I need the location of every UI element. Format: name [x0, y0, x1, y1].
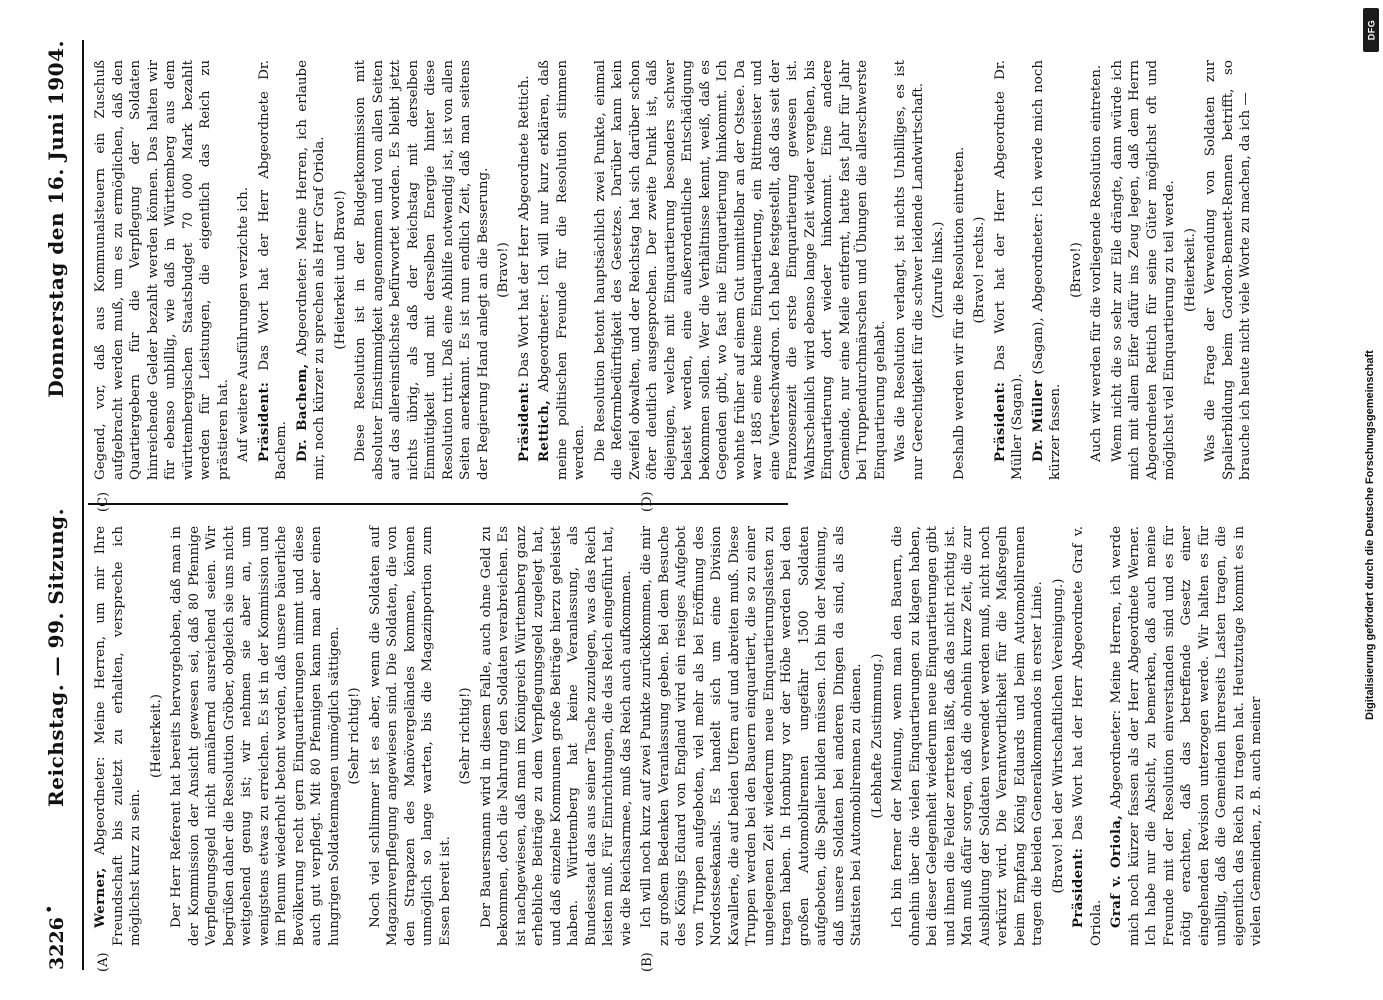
dfg-strip — [1360, 0, 1383, 1000]
speaker-name: Präsident: — [1070, 847, 1086, 928]
paragraph-text: (Sagan), Abgeordneter: Ich werde mich noch kürzer fassen. — [1030, 60, 1063, 480]
paragraph — [638, 526, 866, 946]
margin-mark-c: (C) — [96, 491, 111, 512]
paragraph — [892, 60, 927, 480]
paragraph-text: Das Wort hat der Herr Abgeordnete Dr. Bachem. — [256, 60, 289, 480]
interjection: (Heiterkeit.) — [148, 694, 164, 778]
paragraph-text: Ich will noch kurz auf zwei Punkte zurückkommen, die mir zu großem Bedenken Veranlassung geben. Bei dem Besuche des Königs Eduard von England wird ein riesiges Aufgebot von Truppen aufgeboten, viel mehr als bei Eröffnung des Nordostseekanals. Es handelt sich um eine Division Kavallerie, die auf beiden Ufern auf und abreiten muß. Diese Truppen werden bei den Bauern einquartiert, die so zu einer ungelegenen Zeit wiederum neue Einquartierungslasten zu tragen haben. In Homburg vor der Höhe werden bei den großen Automobilrennen ungefähr 1500 Soldaten aufgeboten, die Spalier bilden müssen. Ich bin der Meinung, daß unsere Soldaten bei anderen Dingen da sind, als als Statisten bei Automobilrennen zu dienen. — [639, 526, 864, 946]
paragraph-text: Das Wort hat der Herr Abgeordnete Graf v. Oriola. — [1071, 526, 1104, 946]
margin-mark-a: (A) — [96, 952, 111, 972]
paragraph — [889, 526, 1047, 946]
paragraph-text: Der Herr Referent hat bereits hervorgehoben, daß man in der Kommission der Ansicht gewesen sei, daß 80 Pfennige Verpflegungsgeld nicht annähernd ausreichend seien. Wir begrüßen daher die Resolution Gröber, obgleich sie uns nicht weitgehend genug ist; wir nehmen sie aber an, um wenigstens etwas zu erreichen. Es ist in der Kommission und im Plenum wiederholt betont worden, daß unsere bäuerliche Bevölkerung recht gern Einquartierungen nimmt und diese auch gut verpflegt. Mit 80 Pfennigen kann man aber einen hungrigen Soldatenmagen unmöglich sättigen. — [169, 526, 342, 946]
paragraph — [235, 60, 253, 480]
column-divider — [88, 503, 788, 505]
page-header — [44, 40, 78, 970]
paragraph-text: Wenn nicht die so sehr zur Eile drängte, dann würde ich mich mit allem Eifer dafür ins Zeug legen, daß dem Herrn Abgeordneten Rettich für seine Güter möglichst oft und möglichst viel Einquartierung zu teil werde. — [1109, 60, 1177, 480]
paragraph — [1109, 60, 1179, 480]
paragraph-text: Was die Frage der Verwendung von Soldaten zur Spalierbildung beim Gordon-Bennett-Rennen betrifft, so brauche ich heute nicht viele Worte zu machen, da ich — — [1203, 60, 1253, 480]
speech-paragraph — [294, 60, 329, 480]
dfg-credit: Digitalisierung gefördert durch die Deutsche Forschungsgemeinschaft — [1364, 350, 1376, 720]
paragraph: Deshalb werden wir für die Resolution eintreten. — [951, 146, 967, 480]
speaker-name: Präsident: — [515, 381, 532, 462]
right-column — [92, 60, 1258, 480]
interjection: (Zurufe links.) — [931, 221, 946, 319]
paragraph — [168, 526, 343, 946]
paragraph — [592, 60, 890, 480]
interjection: (Heiterkeit.) — [1182, 228, 1198, 312]
paragraph-text: Auch wir werden für die vorliegende Resolution eintreten. — [1089, 64, 1104, 462]
paragraph — [1202, 60, 1255, 480]
speaker-name: Präsident: — [255, 381, 272, 462]
paragraph-text: Das Wort hat der Herr Abgeordnete Dr. Müller (Sagan). — [992, 60, 1025, 480]
paragraph — [367, 526, 455, 946]
session-title: Reichstag. — 99. Sitzung. — [44, 507, 68, 807]
paragraph — [478, 526, 636, 946]
speech-paragraph — [992, 60, 1027, 480]
speech-paragraph — [1070, 526, 1105, 946]
paragraph-text: Die Resolution betont hauptsächlich zwei Punkte, einmal die Reformbedürftigkeit des Gesetzes. Darüber kann kein Zweifel obwalten, und der Reichstag hat sich darüber schon öfter deutlich ausgesprochen. Der zweite Punkt ist, daß diejenigen, welche mit Einquartierung besonders schwer belastet werden, eine außerordentliche Entschädigung bekommen sollen. Wer die Verhältnisse kennt, weiß, daß es Gegenden gibt, wo fast nie Einquartierung hinkommt. Ich wohnte früher auf einem Gut unmittelbar an der Ostsee. Da war 1885 eine kleine Einquartierung, ein Rittmeister und eine Vierteschwadron. Ich habe festgestellt, daß das seit der Franzosenzeit die erste Einquartierung gewesen ist. Wahrscheinlich wird ebenso lange Zeit wieder vergehen, bis Einquartierung dort wieder hinkommt. Eine andere Gemeinde, nur eine Meile entfernt, hatte fast Jahr für Jahr bei Truppendurchmärschen und Übungen die allerschwerste Einquartierung gehabt. — [592, 60, 888, 480]
paragraph-text: Der Bauersmann wird in diesem Falle, auch ohne Geld zu bekommen, doch die Nahrung den Soldaten verabreichen. Es ist nachgewiesen, daß man im Königreich Württemberg ganz erhebliche Beiträge zu dem Verpflegungsgeld zugelegt hat, und daß einzelne Kommunen große Beiträge hierzu geleistet haben. Württemberg hat keine Veranlassung, als Bundesstaat das aus seiner Tasche zuzulegen, was das Reich leisten muß. Für Einrichtungen, die das Reich eingeführt hat, wie die Reichsarmee, muß das Reich auch aufkommen. — [478, 526, 634, 946]
speech-paragraph — [1108, 526, 1266, 946]
speaker-name: Graf v. Oriola, — [1108, 814, 1124, 928]
interjection: (Bravo! bei der Wirtschaftlichen Vereinigung.) — [1050, 578, 1066, 894]
paragraph-text: Noch viel schlimmer ist es aber, wenn die Soldaten auf Magazinverpflegung angewiesen sind. Die Soldaten, die von den Strapazen des Manövergeländes kommen, können unmöglich so lange warten, bis die Magazinportion zum Essen bereit ist. — [367, 526, 453, 946]
session-date: Donnerstag den 16. Juni 1904. — [44, 40, 68, 398]
header-rule — [82, 40, 84, 970]
speaker-name: Dr. Müller — [1029, 380, 1046, 462]
page-number: 3226 — [46, 917, 68, 970]
speaker-name: Werner, — [92, 867, 108, 928]
paragraph: Gegend, vor, daß aus Kommunalsteuern ein Zuschuß aufgebracht werden muß, um es zu ermöglichen, daß den Quartiergebern für die Verpflegung der Soldaten hinreichende Gelder bezahlt werden können. Das halten wir für ebenso unbillig, wie daß in Württemberg aus dem württembergischen Staatsbudget 70 000 Mark bezahlt werden für Leistungen, die eigentlich das Reich zu prästieren hat. — [93, 60, 231, 480]
speech-paragraph — [92, 526, 145, 946]
speech-paragraph — [1030, 60, 1065, 480]
speech-paragraph — [516, 60, 534, 480]
speaker-name: Dr. Bachem, — [293, 363, 310, 462]
speaker-name: Präsident: — [991, 381, 1008, 462]
paragraph-text: Abgeordneter: Meine Herren, um mir Ihre Freundschaft bis zuletzt zu erhalten, verspreche ich möglichst kurz zu sein. — [93, 526, 143, 946]
paragraph-text: Abgeordneter: Ich will nur kurz erklären, daß meine politischen Freunde für die Resolution stimmen werden. — [537, 60, 587, 480]
paragraph-text: Das Wort hat der Herr Abgeordnete Rettich. — [516, 75, 532, 378]
paragraph-text: Was die Resolution verlangt, ist nichts Unbilliges, es ist nur Gerechtigkeit für die schwer leidende Landwirtschaft. — [893, 60, 926, 480]
interjection: (Lebhafte Zustimmung.) — [869, 653, 885, 819]
interjection: (Sehr richtig!) — [347, 687, 362, 785]
speech-paragraph — [256, 60, 291, 480]
paragraph-text: Diese Resolution ist in der Budgetkommission mit absoluter Einstimmigkeit angenommen und von allen Seiten auf das allereinstlichste befürwortet worden. Es bleibt jetzt nichts übrig, als daß der Reichstag mit derselben Einmütigkeit und mit derselben Energie hinter diese Resolution tritt. Daß eine Abhilfe notwendig ist, ist von allen Seiten anerkannt. Es ist nun endlich Zeit, daß man seitens der Regierung Hand anlegt an die Besserung. — [353, 60, 491, 480]
dfg-logo: DFG — [1363, 8, 1379, 52]
paragraph-text: Abgeordneter: Meine Herren, ich werde mich noch kürzer fassen als der Herr Abgeordnete Werner. Ich habe nur die Absicht, zu bemerken, daß auch meine Freunde mit der Resolution einverstanden sind und es für nötig erachten, daß das betreffende Gesetz einer eingehenden Revision unterzogen werde. Wir halten es für unbillig, daß die Gemeinden ihrerseits Lasten tragen, die eigentlich das Reich zu tragen hat. Heutzutage kommt es in vielen Gemeinden, z. B. auch meiner — [1109, 526, 1264, 946]
interjection: (Bravo!) — [1068, 242, 1084, 298]
paragraph — [352, 60, 492, 480]
margin-mark-d: (D) — [640, 491, 655, 512]
interjection: (Bravo!) — [496, 242, 511, 298]
paragraph — [1088, 60, 1106, 480]
dot-marker: • — [40, 904, 59, 914]
interjection: (Heiterkeit und Bravo!) — [332, 190, 348, 350]
interjection: (Bravo! rechts.) — [972, 216, 987, 324]
interjection: (Sehr richtig!) — [458, 687, 473, 785]
left-column — [92, 526, 1269, 946]
speech-paragraph — [536, 60, 589, 480]
margin-mark-b: (B) — [640, 952, 655, 972]
paragraph-text: Ich bin ferner der Meinung, wenn man den Bauern, die ohnehin über die vielen Einquartierungen zu klagen haben, bei dieser Gelegenheit wiederum neue Einquartierungen gibt und ihnen die Felder zertreten läßt, daß das nicht richtig ist. Man muß dafür sorgen, daß die ohnehin kurze Zeit, die zur Ausbildung der Soldaten verwendet werden muß, nicht noch verkürzt wird. Die Verantwortlichkeit für die Maßregeln beim Empfang König Eduards und beim Automobilrennen tragen die beiden Generalkommandos in erster Linie. — [890, 526, 1045, 946]
speaker-name: Rettich, — [536, 399, 552, 462]
paragraph-text: Auf weitere Ausführungen verzichte ich. — [236, 186, 251, 462]
paragraph-text: Abgeordneter: Meine Herren, ich erlaube mir, noch kürzer zu sprechen als Herr Graf Oriola. — [294, 60, 327, 480]
